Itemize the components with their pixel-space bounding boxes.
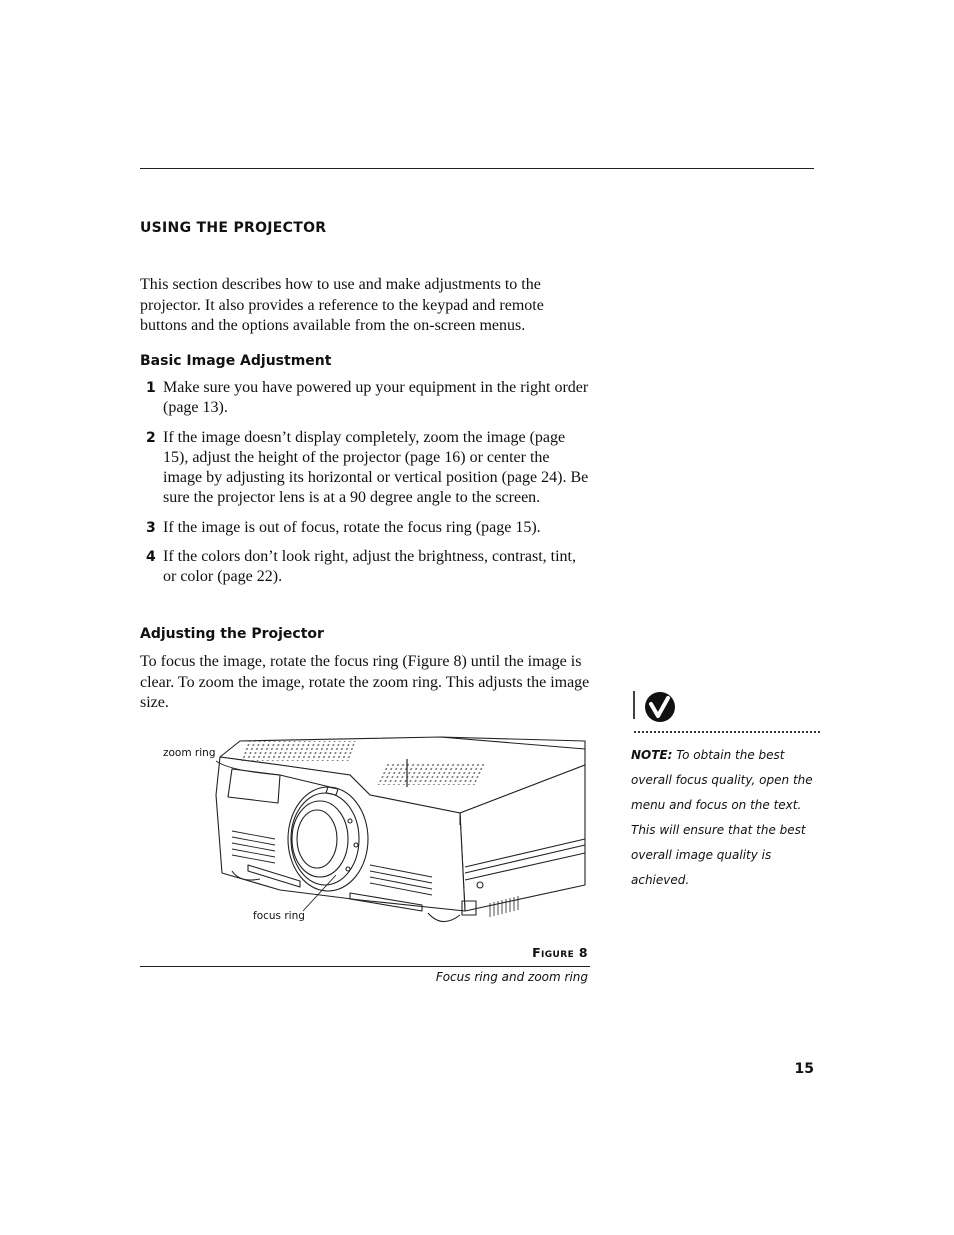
figure-caption-text: Focus ring and zoom ring (435, 970, 588, 984)
note-text-block (631, 743, 821, 893)
intro-paragraph: This section describes how to use and make adjustments to the projector. It also provides a reference to the keypad and remote buttons and the options available from the on-screen menus. (140, 276, 544, 334)
note-check-icon (630, 689, 680, 723)
projector-figure (160, 735, 590, 935)
step-text: If the colors don’t look right, adjust the brightness, contrast, tint, or color (page 22). (163, 548, 576, 586)
step-item (140, 378, 590, 419)
note-body: To obtain the best overall focus quality, open the menu and focus on the text. This will ensure that the best overall image quality is achieved. (631, 748, 813, 887)
step-number: 4 (146, 549, 156, 566)
step-number: 1 (146, 380, 156, 396)
step-number: 3 (146, 519, 156, 536)
step-text: If the image doesn’t display completely, zoom the image (page 15), adjust the height of the projector (page 16) or center the image by adjusting its horizontal or vertical position (page 24). Be sure the projector lens is at a 90 degree angle to the screen. (163, 428, 589, 507)
figure-rule (140, 966, 590, 967)
page-number: 15 (794, 1061, 814, 1077)
step-item (140, 518, 590, 538)
header-rule (140, 168, 814, 169)
step-text: If the image is out of focus, rotate the focus ring (page 15). (163, 518, 541, 536)
basic-adjustment-heading: Basic Image Adjustment (140, 353, 332, 369)
adjusting-paragraph: To focus the image, rotate the focus ring (Figure 8) until the image is clear. To zoom the image, rotate the zoom ring. This adjusts the image size. (140, 653, 590, 711)
adjustment-steps (140, 378, 590, 597)
zoom-ring-label: zoom ring (163, 747, 216, 759)
step-item (140, 428, 590, 509)
step-text: Make sure you have powered up your equipment in the right order (page 13). (163, 379, 589, 417)
section-title: USING THE PROJECTOR (140, 220, 327, 236)
step-item (140, 547, 590, 588)
figure-caption-title: Figure 8 (532, 945, 588, 960)
projector-illustration (160, 735, 590, 935)
adjusting-projector-heading: Adjusting the Projector (140, 626, 324, 642)
focus-ring-label: focus ring (253, 910, 305, 922)
step-number: 2 (146, 429, 156, 446)
note-label: NOTE: (631, 748, 673, 762)
note-dotted-rule (634, 731, 820, 733)
